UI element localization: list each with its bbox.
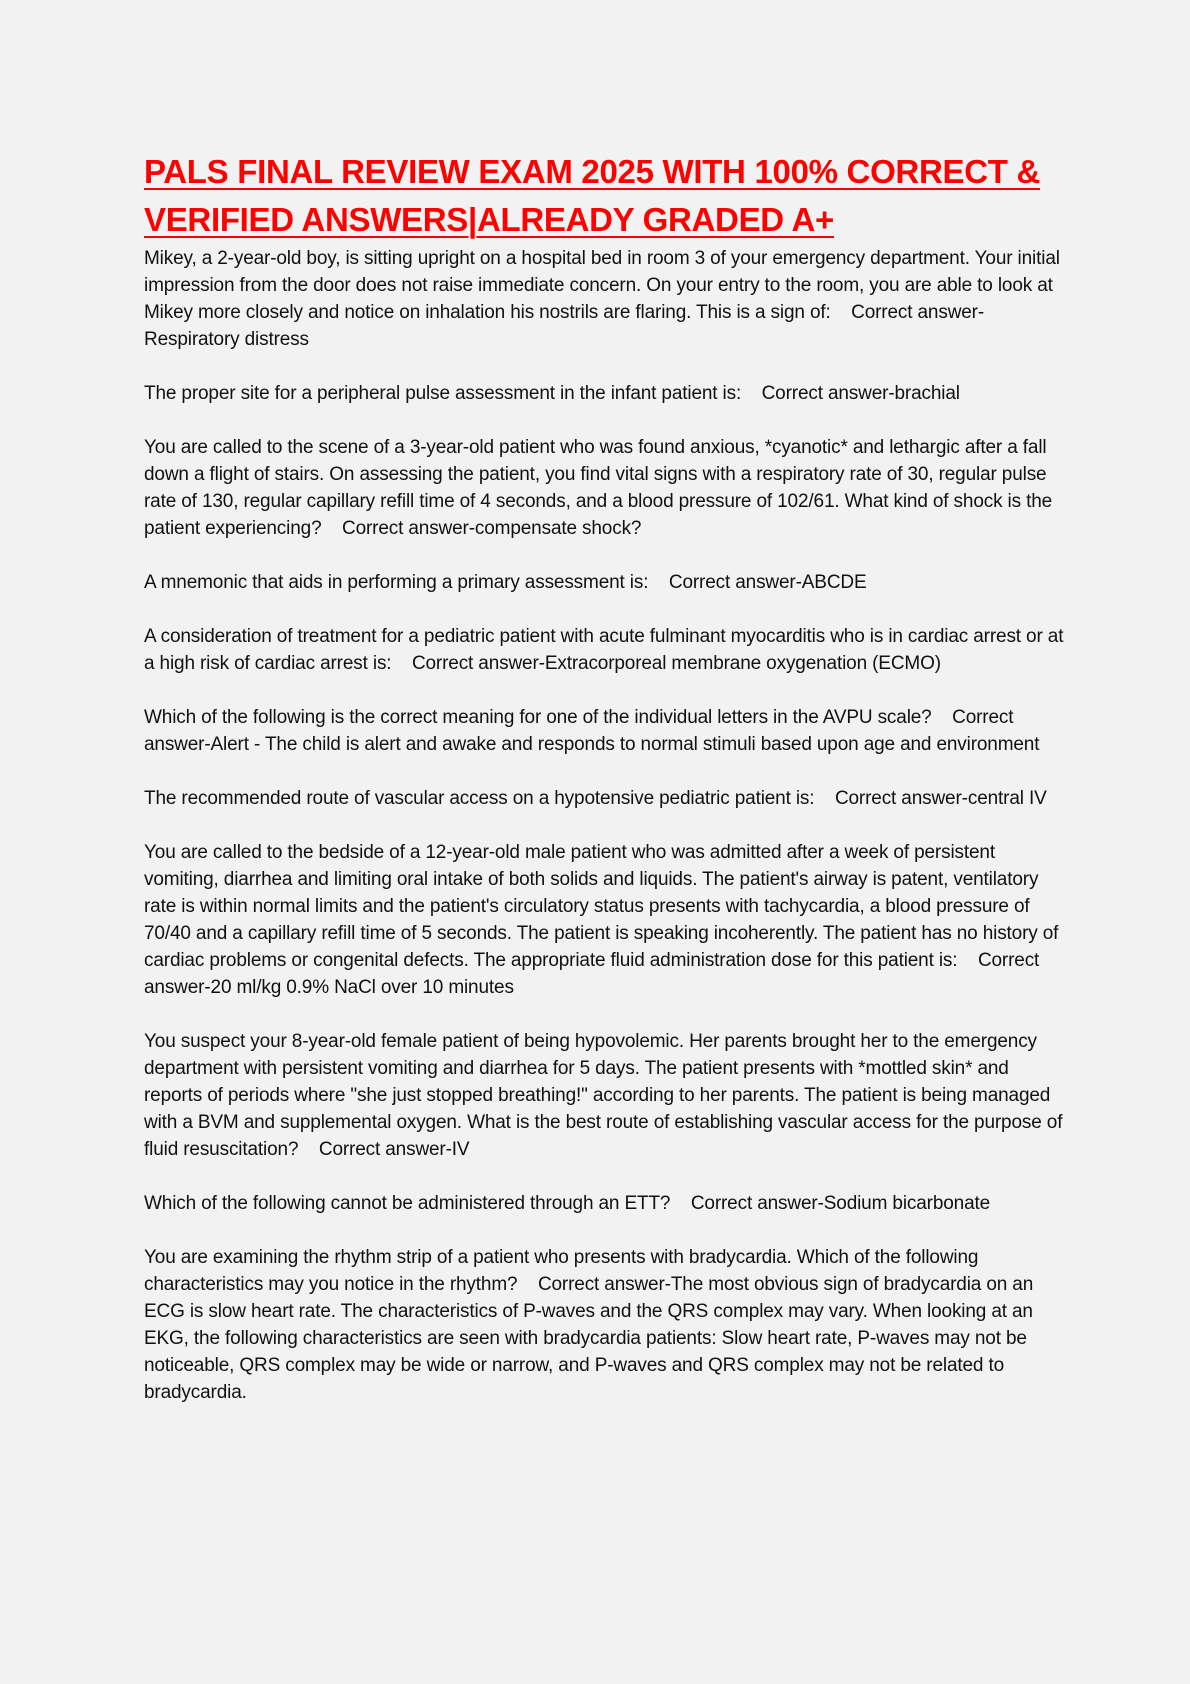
question-text: Mikey, a 2-year-old boy, is sitting upright on a hospital bed in room 3 of your emergency department. Your initial impression from the door does not raise immediate concern. On your entry to the room, you are able to look at Mikey more closely and notice on inhalation his nostrils are flaring. This is a sign of: — [144, 248, 1060, 323]
answer-label: Correct answer- — [834, 788, 968, 809]
question-text: The proper site for a peripheral pulse assessment in the infant patient is: — [144, 383, 742, 404]
question-text: You are called to the scene of a 3-year-old patient who was found anxious, *cyanotic* and lethargic after a fall down a flight of stairs. On assessing the patient, you find vital signs with a respiratory rate of 30, regular pulse rate of 130, regular capillary refill time of 4 seconds, and a blood pressure of 102/61. What kind of shock is the patient experiencing? — [144, 437, 1053, 539]
qa-item-10 — [144, 1190, 1064, 1217]
qa-item-2 — [144, 380, 1064, 407]
question-text: You are called to the bedside of a 12-year-old male patient who was admitted after a week of persistent vomiting, diarrhea and limiting oral intake of both solids and liquids. The patient's airway is patent, ventilatory rate is within normal limits and the patient's circulatory status presents with tachycardia, a blood pressure of 70/40 and a capillary refill time of 5 seconds. The patient is speaking incoherently. The patient has no history of cardiac problems or congenital defects. The appropriate fluid administration dose for this patient is: — [144, 842, 1059, 971]
qa-item-7 — [144, 785, 1064, 812]
answer-text: The most obvious sign of bradycardia on an ECG is slow heart rate. The characteristics of P-waves and the QRS complex may vary. When looking at an EKG, the following characteristics are seen with bradycardia patients: Slow heart rate, P-waves may not be noticeable, QRS complex may be wide or narrow, and P-waves and QRS complex may not be related to bradycardia. — [144, 1274, 1034, 1403]
answer-label: Correct answer- — [342, 518, 475, 539]
question-text: You suspect your 8-year-old female patient of being hypovolemic. Her parents brought her to the emergency department with persistent vomiting and diarrhea for 5 days. The patient presents with *mottled skin* and reports of periods where "she just stopped breathing!" according to her parents. The patient is being managed with a BVM and supplemental oxygen. What is the best route of establishing vascular access for the purpose of fluid resuscitation? — [144, 1031, 1063, 1160]
answer-label: Correct answer- — [668, 572, 802, 593]
question-text: Which of the following cannot be administered through an ETT? — [144, 1193, 671, 1214]
answer-text: Extracorporeal membrane oxygenation (ECMO) — [544, 653, 941, 674]
question-text: Which of the following is the correct meaning for one of the individual letters in the AVPU scale? — [144, 707, 932, 728]
answer-text: Sodium bicarbonate — [823, 1193, 991, 1214]
answer-text: central IV — [967, 788, 1047, 809]
answer-label: Correct answer- — [144, 707, 1014, 755]
document-page — [144, 148, 1064, 1433]
qa-item-4 — [144, 569, 1064, 596]
answer-label: Correct answer- — [411, 653, 545, 674]
answer-label: Correct answer- — [318, 1139, 452, 1160]
qa-list — [144, 245, 1064, 1406]
answer-text: brachial — [894, 383, 960, 404]
answer-text: ABCDE — [801, 572, 867, 593]
qa-item-6 — [144, 704, 1064, 758]
qa-item-9 — [144, 1028, 1064, 1163]
answer-text: Alert - The child is alert and awake and responds to normal stimuli based upon age and environment — [210, 734, 1040, 755]
qa-item-1 — [144, 245, 1064, 353]
question-text: A mnemonic that aids in performing a primary assessment is: — [144, 572, 649, 593]
qa-item-8 — [144, 839, 1064, 1001]
answer-label: Correct answer- — [851, 302, 985, 323]
answer-text: 20 ml/kg 0.9% NaCl over 10 minutes — [210, 977, 514, 998]
question-text: The recommended route of vascular access on a hypotensive pediatric patient is: — [144, 788, 815, 809]
question-text: You are examining the rhythm strip of a patient who presents with bradycardia. Which of the following characteristics may you notice in the rhythm? — [144, 1247, 979, 1295]
qa-item-3 — [144, 434, 1064, 542]
answer-label: Correct answer- — [690, 1193, 824, 1214]
qa-item-11 — [144, 1244, 1064, 1406]
document-title: PALS FINAL REVIEW EXAM 2025 WITH 100% CORRECT & VERIFIED ANSWERS|ALREADY GRADED A+ — [144, 153, 1040, 238]
answer-text: IV — [451, 1139, 470, 1160]
question-text: A consideration of treatment for a pediatric patient with acute fulminant myocarditis who is in cardiac arrest or at a high risk of cardiac arrest is: — [144, 626, 1064, 674]
answer-label: Correct answer- — [144, 950, 1040, 998]
answer-text: compensate shock? — [474, 518, 642, 539]
qa-item-5 — [144, 623, 1064, 677]
answer-label: Correct answer- — [537, 1274, 671, 1295]
answer-text: Respiratory distress — [144, 329, 309, 350]
answer-label: Correct answer- — [761, 383, 895, 404]
